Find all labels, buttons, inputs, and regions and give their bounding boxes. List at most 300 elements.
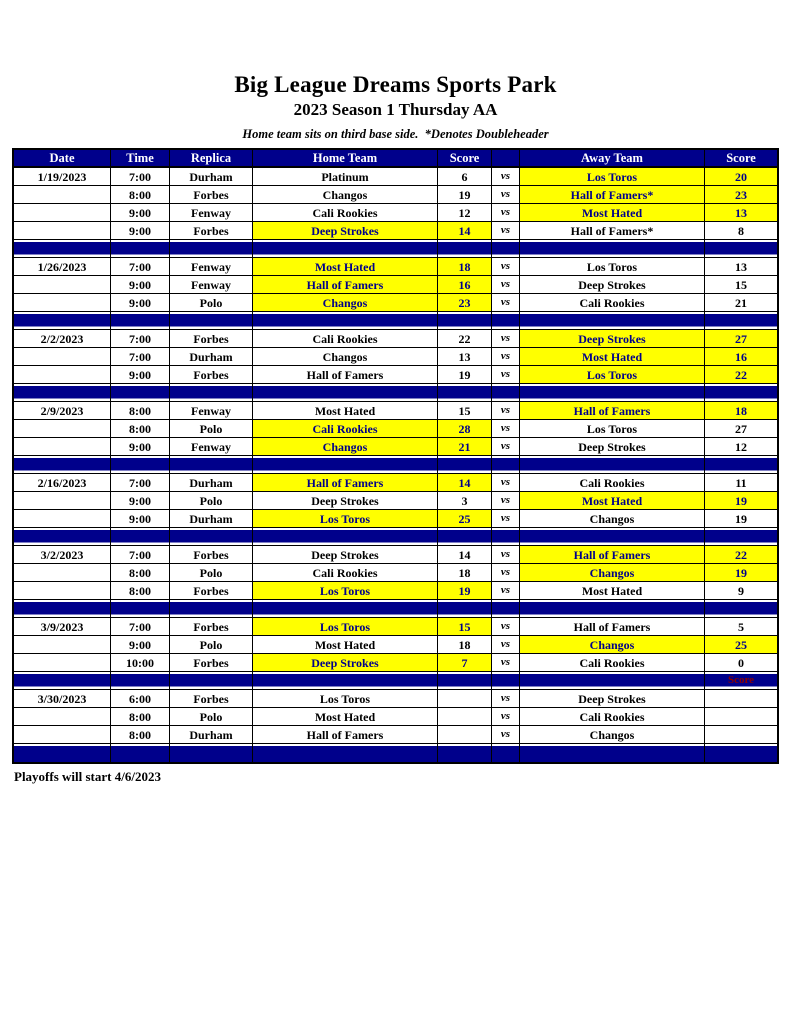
home-score-cell: 3: [438, 492, 492, 510]
away-team-cell: Changos: [520, 510, 705, 528]
separator-cell: [705, 312, 777, 330]
date-cell: 1/19/2023: [14, 168, 111, 186]
vs-cell: vs: [492, 222, 520, 240]
away-score-cell: 13: [705, 258, 777, 276]
separator-cell: [705, 456, 777, 474]
home-score-cell: 6: [438, 168, 492, 186]
separator-cell: [111, 240, 170, 258]
away-team-cell: Most Hated: [520, 492, 705, 510]
separator-cell: [705, 600, 777, 618]
home-team-cell: Deep Strokes: [253, 492, 438, 510]
time-cell: 9:00: [111, 636, 170, 654]
away-team-cell: Changos: [520, 564, 705, 582]
separator-cell: [492, 600, 520, 618]
date-cell: [14, 654, 111, 672]
game-row: [14, 204, 777, 222]
separator-cell: [111, 528, 170, 546]
separator-cell: [492, 312, 520, 330]
vs-cell: vs: [492, 708, 520, 726]
date-cell: [14, 708, 111, 726]
separator-cell: [14, 744, 111, 762]
game-row: [14, 420, 777, 438]
replica-cell: Forbes: [170, 546, 253, 564]
home-team-cell: Cali Rookies: [253, 204, 438, 222]
separator-cell: [520, 384, 705, 402]
date-cell: 3/30/2023: [14, 690, 111, 708]
time-cell: 9:00: [111, 294, 170, 312]
replica-cell: Forbes: [170, 330, 253, 348]
game-row: [14, 726, 777, 744]
replica-cell: Forbes: [170, 582, 253, 600]
home-score-cell: [438, 690, 492, 708]
away-team-cell: Hall of Famers*: [520, 222, 705, 240]
home-score-cell: 19: [438, 366, 492, 384]
replica-cell: Fenway: [170, 276, 253, 294]
home-team-cell: Deep Strokes: [253, 546, 438, 564]
away-score-cell: 15: [705, 276, 777, 294]
game-row: [14, 222, 777, 240]
home-team-cell: Cali Rookies: [253, 564, 438, 582]
vs-cell: vs: [492, 546, 520, 564]
separator-cell: [492, 744, 520, 762]
replica-cell: Polo: [170, 492, 253, 510]
separator-cell: [520, 240, 705, 258]
replica-cell: Durham: [170, 348, 253, 366]
home-score-cell: 13: [438, 348, 492, 366]
separator-cell: [520, 456, 705, 474]
away-score-cell: 19: [705, 510, 777, 528]
separator-cell: [520, 672, 705, 690]
away-score-cell: 27: [705, 420, 777, 438]
home-team-cell: Deep Strokes: [253, 654, 438, 672]
separator-cell: [438, 744, 492, 762]
separator-cell: [170, 744, 253, 762]
date-cell: [14, 204, 111, 222]
date-cell: [14, 564, 111, 582]
separator-cell: [14, 240, 111, 258]
home-team-cell: Most Hated: [253, 708, 438, 726]
separator-cell: [253, 384, 438, 402]
replica-cell: Forbes: [170, 366, 253, 384]
replica-cell: Polo: [170, 294, 253, 312]
separator-cell: [253, 672, 438, 690]
separator-cell: [705, 744, 777, 762]
away-score-cell: 20: [705, 168, 777, 186]
vs-cell: vs: [492, 618, 520, 636]
header-cell: Score: [705, 150, 777, 168]
home-team-cell: Hall of Famers: [253, 726, 438, 744]
separator-score-label: Score: [705, 672, 777, 690]
home-score-cell: 23: [438, 294, 492, 312]
time-cell: 9:00: [111, 492, 170, 510]
separator-row: [14, 456, 777, 474]
game-row: [14, 618, 777, 636]
separator-cell: [170, 528, 253, 546]
away-score-cell: 13: [705, 204, 777, 222]
vs-cell: vs: [492, 402, 520, 420]
game-row: [14, 438, 777, 456]
separator-cell: [705, 384, 777, 402]
vs-cell: vs: [492, 258, 520, 276]
home-score-cell: 22: [438, 330, 492, 348]
header-cell: [492, 150, 520, 168]
home-score-cell: 19: [438, 186, 492, 204]
away-team-cell: Deep Strokes: [520, 330, 705, 348]
vs-cell: vs: [492, 168, 520, 186]
home-score-cell: 21: [438, 438, 492, 456]
vs-cell: vs: [492, 294, 520, 312]
time-cell: 9:00: [111, 222, 170, 240]
time-cell: 10:00: [111, 654, 170, 672]
home-team-cell: Los Toros: [253, 510, 438, 528]
game-row: [14, 186, 777, 204]
home-score-cell: 15: [438, 618, 492, 636]
separator-cell: [111, 744, 170, 762]
time-cell: 9:00: [111, 276, 170, 294]
header-cell: Time: [111, 150, 170, 168]
time-cell: 9:00: [111, 438, 170, 456]
date-cell: [14, 726, 111, 744]
vs-cell: vs: [492, 474, 520, 492]
separator-cell: [170, 312, 253, 330]
vs-cell: vs: [492, 438, 520, 456]
separator-cell: [170, 600, 253, 618]
header-cell: Home Team: [253, 150, 438, 168]
away-team-cell: Hall of Famers*: [520, 186, 705, 204]
home-team-cell: Most Hated: [253, 258, 438, 276]
home-score-cell: 15: [438, 402, 492, 420]
separator-cell: [170, 384, 253, 402]
away-score-cell: [705, 690, 777, 708]
away-score-cell: 18: [705, 402, 777, 420]
vs-cell: vs: [492, 690, 520, 708]
separator-cell: [520, 600, 705, 618]
time-cell: 8:00: [111, 186, 170, 204]
date-cell: [14, 222, 111, 240]
time-cell: 6:00: [111, 690, 170, 708]
vs-cell: vs: [492, 420, 520, 438]
separator-row: [14, 312, 777, 330]
vs-cell: vs: [492, 330, 520, 348]
date-cell: [14, 294, 111, 312]
separator-cell: [520, 528, 705, 546]
home-score-cell: 19: [438, 582, 492, 600]
time-cell: 7:00: [111, 618, 170, 636]
away-score-cell: 19: [705, 492, 777, 510]
separator-cell: [438, 384, 492, 402]
page-title: Big League Dreams Sports Park: [234, 72, 557, 97]
home-score-cell: 7: [438, 654, 492, 672]
home-team-cell: Cali Rookies: [253, 420, 438, 438]
game-row: [14, 492, 777, 510]
date-cell: [14, 420, 111, 438]
away-score-cell: 8: [705, 222, 777, 240]
replica-cell: Forbes: [170, 690, 253, 708]
time-cell: 7:00: [111, 348, 170, 366]
separator-cell: [492, 240, 520, 258]
away-team-cell: Cali Rookies: [520, 708, 705, 726]
replica-cell: Fenway: [170, 438, 253, 456]
separator-cell: [492, 528, 520, 546]
home-score-cell: [438, 726, 492, 744]
separator-cell: [111, 672, 170, 690]
time-cell: 8:00: [111, 708, 170, 726]
replica-cell: Durham: [170, 168, 253, 186]
away-score-cell: 21: [705, 294, 777, 312]
home-team-cell: Cali Rookies: [253, 330, 438, 348]
away-team-cell: Most Hated: [520, 204, 705, 222]
separator-cell: [170, 456, 253, 474]
away-team-cell: Most Hated: [520, 582, 705, 600]
replica-cell: Forbes: [170, 654, 253, 672]
away-score-cell: 0: [705, 654, 777, 672]
separator-cell: [705, 528, 777, 546]
away-team-cell: Hall of Famers: [520, 402, 705, 420]
date-cell: [14, 276, 111, 294]
date-cell: [14, 438, 111, 456]
vs-cell: vs: [492, 276, 520, 294]
separator-row: [14, 672, 777, 690]
header-cell: Score: [438, 150, 492, 168]
date-cell: 2/9/2023: [14, 402, 111, 420]
time-cell: 7:00: [111, 546, 170, 564]
header-cell: Away Team: [520, 150, 705, 168]
replica-cell: Durham: [170, 510, 253, 528]
away-score-cell: 12: [705, 438, 777, 456]
separator-row: [14, 240, 777, 258]
replica-cell: Fenway: [170, 204, 253, 222]
home-team-cell: Hall of Famers: [253, 474, 438, 492]
separator-cell: [14, 672, 111, 690]
away-team-cell: Los Toros: [520, 420, 705, 438]
separator-cell: [705, 240, 777, 258]
home-score-cell: 18: [438, 636, 492, 654]
date-cell: [14, 492, 111, 510]
vs-cell: vs: [492, 510, 520, 528]
separator-cell: [253, 600, 438, 618]
home-score-cell: 14: [438, 222, 492, 240]
home-team-cell: Deep Strokes: [253, 222, 438, 240]
home-team-note: Home team sits on third base side. *Denotes Doubleheader: [242, 127, 549, 142]
separator-cell: [492, 672, 520, 690]
separator-cell: [14, 384, 111, 402]
table-header-row: [14, 150, 777, 168]
away-team-cell: Los Toros: [520, 366, 705, 384]
game-row: [14, 294, 777, 312]
game-row: [14, 348, 777, 366]
game-row: [14, 330, 777, 348]
separator-row: [14, 528, 777, 546]
away-team-cell: Cali Rookies: [520, 294, 705, 312]
separator-cell: [438, 240, 492, 258]
separator-cell: [253, 744, 438, 762]
separator-row: [14, 384, 777, 402]
home-team-cell: Changos: [253, 348, 438, 366]
separator-cell: [520, 744, 705, 762]
away-team-cell: Deep Strokes: [520, 690, 705, 708]
separator-cell: [14, 600, 111, 618]
separator-cell: [253, 240, 438, 258]
home-score-cell: 12: [438, 204, 492, 222]
time-cell: 8:00: [111, 726, 170, 744]
separator-cell: [253, 456, 438, 474]
away-score-cell: 22: [705, 366, 777, 384]
game-row: [14, 474, 777, 492]
away-score-cell: 25: [705, 636, 777, 654]
away-score-cell: 16: [705, 348, 777, 366]
time-cell: 7:00: [111, 474, 170, 492]
page-subtitle: 2023 Season 1 Thursday AA: [293, 100, 498, 120]
home-team-cell: Platinum: [253, 168, 438, 186]
date-cell: 2/16/2023: [14, 474, 111, 492]
vs-cell: vs: [492, 582, 520, 600]
schedule-table: [12, 148, 779, 764]
vs-cell: vs: [492, 204, 520, 222]
away-score-cell: 22: [705, 546, 777, 564]
date-cell: [14, 366, 111, 384]
replica-cell: Polo: [170, 708, 253, 726]
away-team-cell: Changos: [520, 636, 705, 654]
home-score-cell: 14: [438, 546, 492, 564]
separator-cell: [170, 672, 253, 690]
home-score-cell: [438, 708, 492, 726]
date-cell: 3/2/2023: [14, 546, 111, 564]
separator-cell: [14, 456, 111, 474]
game-row: [14, 654, 777, 672]
separator-cell: [253, 312, 438, 330]
time-cell: 9:00: [111, 366, 170, 384]
replica-cell: Fenway: [170, 402, 253, 420]
replica-cell: Forbes: [170, 222, 253, 240]
home-team-cell: Los Toros: [253, 618, 438, 636]
replica-cell: Durham: [170, 726, 253, 744]
away-team-cell: Hall of Famers: [520, 546, 705, 564]
separator-cell: [492, 384, 520, 402]
date-cell: [14, 348, 111, 366]
vs-cell: vs: [492, 564, 520, 582]
game-row: [14, 276, 777, 294]
game-row: [14, 690, 777, 708]
separator-cell: [438, 312, 492, 330]
separator-cell: [111, 600, 170, 618]
replica-cell: Polo: [170, 564, 253, 582]
separator-cell: [438, 528, 492, 546]
home-team-cell: Los Toros: [253, 582, 438, 600]
home-team-cell: Most Hated: [253, 636, 438, 654]
time-cell: 7:00: [111, 258, 170, 276]
game-row: [14, 168, 777, 186]
away-score-cell: 5: [705, 618, 777, 636]
time-cell: 9:00: [111, 204, 170, 222]
separator-cell: [14, 528, 111, 546]
home-score-cell: 16: [438, 276, 492, 294]
vs-cell: vs: [492, 186, 520, 204]
separator-row: [14, 744, 777, 762]
separator-cell: [111, 456, 170, 474]
separator-cell: [438, 672, 492, 690]
home-score-cell: 14: [438, 474, 492, 492]
separator-cell: [170, 240, 253, 258]
replica-cell: Forbes: [170, 618, 253, 636]
separator-cell: [492, 456, 520, 474]
home-team-cell: Changos: [253, 294, 438, 312]
time-cell: 8:00: [111, 420, 170, 438]
game-row: [14, 546, 777, 564]
home-team-cell: Changos: [253, 438, 438, 456]
date-cell: 3/9/2023: [14, 618, 111, 636]
time-cell: 7:00: [111, 168, 170, 186]
time-cell: 7:00: [111, 330, 170, 348]
replica-cell: Polo: [170, 636, 253, 654]
home-score-cell: 18: [438, 564, 492, 582]
home-team-cell: Hall of Famers: [253, 366, 438, 384]
home-score-cell: 18: [438, 258, 492, 276]
game-row: [14, 582, 777, 600]
away-score-cell: 11: [705, 474, 777, 492]
game-row: [14, 510, 777, 528]
away-team-cell: Los Toros: [520, 168, 705, 186]
away-team-cell: Deep Strokes: [520, 276, 705, 294]
vs-cell: vs: [492, 636, 520, 654]
separator-cell: [438, 600, 492, 618]
away-team-cell: Changos: [520, 726, 705, 744]
vs-cell: vs: [492, 726, 520, 744]
separator-cell: [253, 528, 438, 546]
date-cell: [14, 186, 111, 204]
time-cell: 8:00: [111, 564, 170, 582]
home-score-cell: 25: [438, 510, 492, 528]
game-row: [14, 258, 777, 276]
replica-cell: Forbes: [170, 186, 253, 204]
vs-cell: vs: [492, 366, 520, 384]
home-team-cell: Hall of Famers: [253, 276, 438, 294]
away-score-cell: 19: [705, 564, 777, 582]
replica-cell: Polo: [170, 420, 253, 438]
date-cell: [14, 510, 111, 528]
replica-cell: Durham: [170, 474, 253, 492]
separator-cell: [111, 384, 170, 402]
replica-cell: Fenway: [170, 258, 253, 276]
game-row: [14, 636, 777, 654]
separator-row: [14, 600, 777, 618]
away-team-cell: Most Hated: [520, 348, 705, 366]
away-team-cell: Deep Strokes: [520, 438, 705, 456]
away-team-cell: Hall of Famers: [520, 618, 705, 636]
time-cell: 8:00: [111, 582, 170, 600]
game-row: [14, 564, 777, 582]
separator-cell: [438, 456, 492, 474]
vs-cell: vs: [492, 348, 520, 366]
home-team-cell: Changos: [253, 186, 438, 204]
away-team-cell: Cali Rookies: [520, 654, 705, 672]
date-cell: 1/26/2023: [14, 258, 111, 276]
date-cell: 2/2/2023: [14, 330, 111, 348]
home-score-cell: 28: [438, 420, 492, 438]
time-cell: 9:00: [111, 510, 170, 528]
away-team-cell: Los Toros: [520, 258, 705, 276]
away-team-cell: Cali Rookies: [520, 474, 705, 492]
away-score-cell: [705, 708, 777, 726]
away-score-cell: [705, 726, 777, 744]
separator-cell: [520, 312, 705, 330]
game-row: [14, 708, 777, 726]
separator-cell: [111, 312, 170, 330]
date-cell: [14, 636, 111, 654]
time-cell: 8:00: [111, 402, 170, 420]
header-cell: Date: [14, 150, 111, 168]
playoffs-note: Playoffs will start 4/6/2023: [14, 769, 161, 785]
date-cell: [14, 582, 111, 600]
